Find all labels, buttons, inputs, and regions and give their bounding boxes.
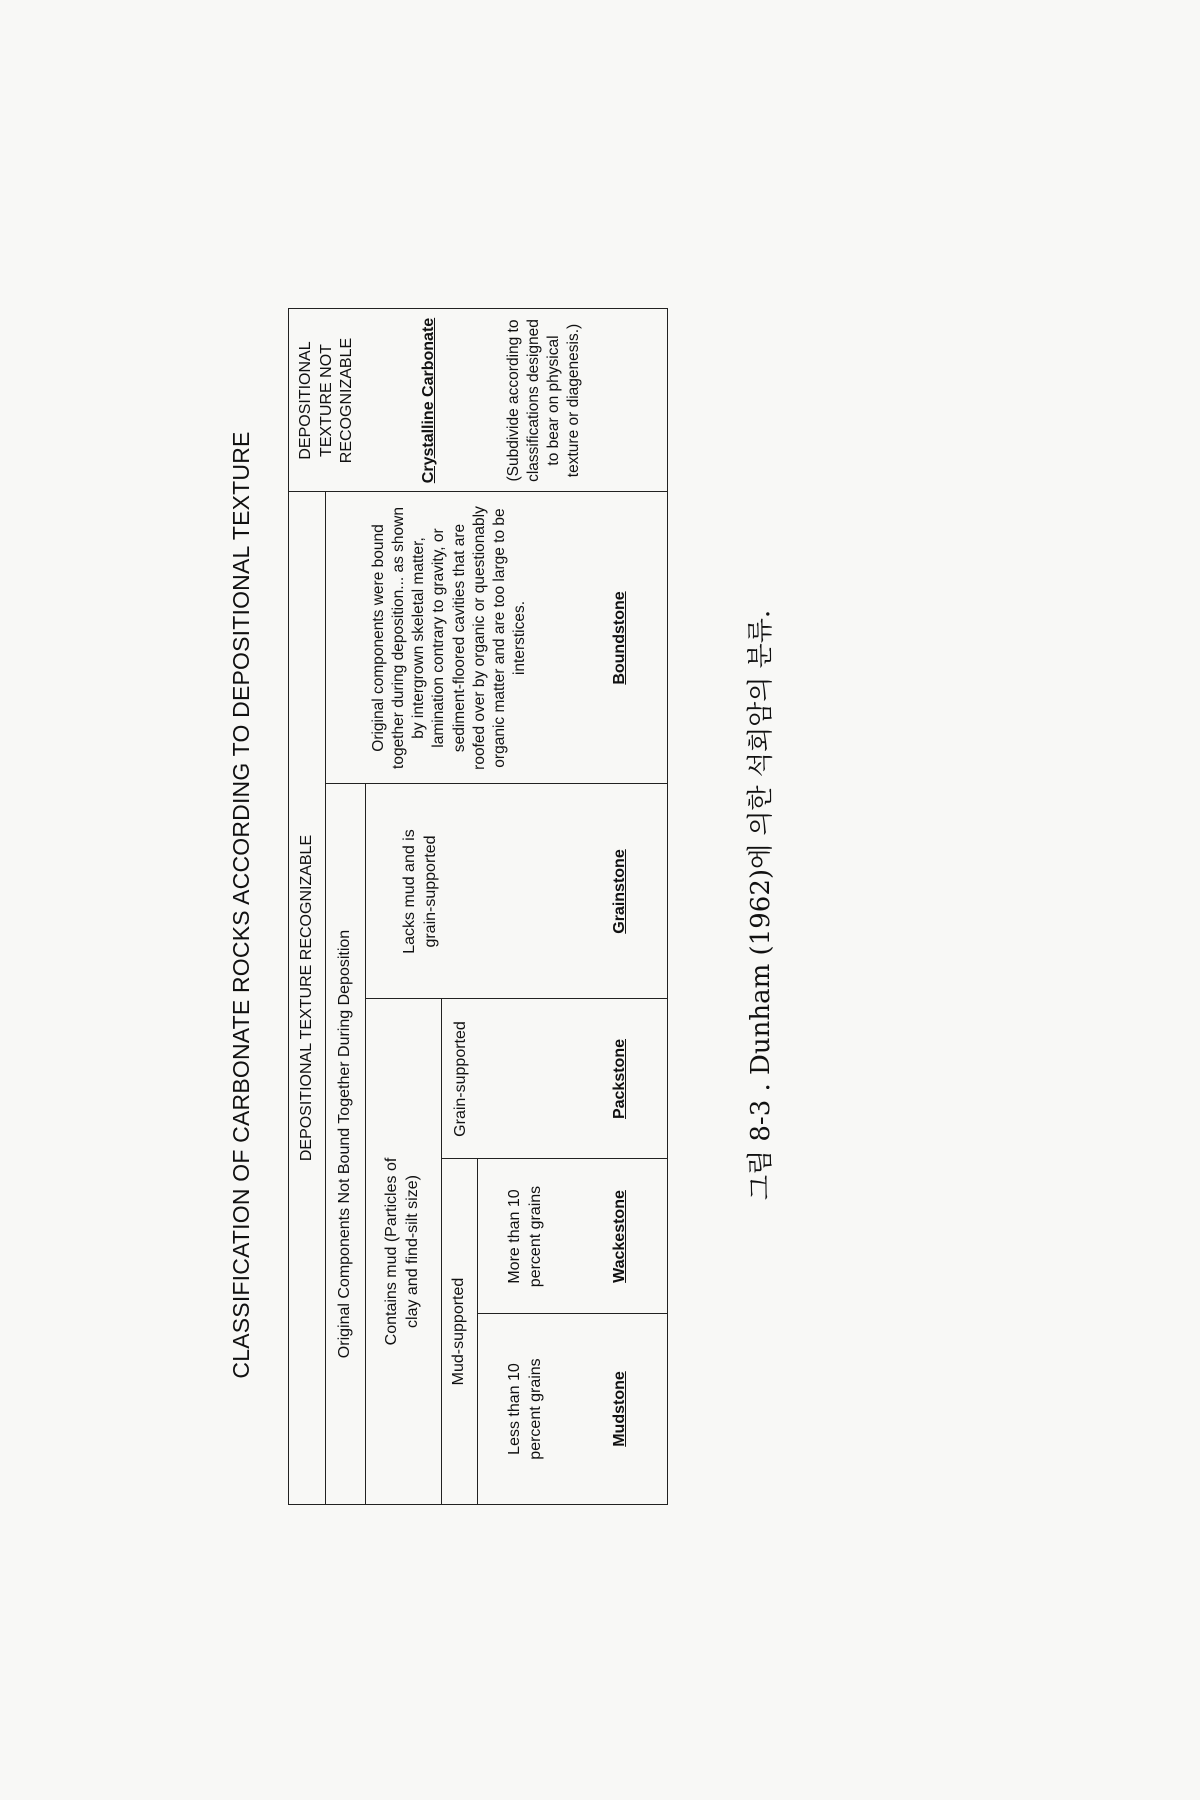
grainstone-label: Grainstone (611, 849, 629, 934)
less-than-10-percent: Less than 10 percent grains (505, 1358, 544, 1460)
divider (289, 491, 667, 492)
crystalline-note: (Subdivide according to classifications designed to bear on physical texture or diagenesis.) (504, 319, 583, 482)
rotated-figure (220, 265, 980, 1545)
contains-mud-header: Contains mud (Particles of clay and find-silt size) (383, 1157, 421, 1346)
divider (477, 1313, 667, 1314)
grain-supported-header: Grain-supported (452, 1021, 469, 1137)
lacks-mud-header: Lacks mud and is grain-supported (401, 829, 439, 954)
mudstone-label: Mudstone (611, 1371, 629, 1447)
divider (365, 784, 366, 1504)
mud-supported-header: Mud-supported (449, 1277, 467, 1386)
grainstone-cell (574, 784, 667, 999)
divider (441, 999, 442, 1504)
classification-table (288, 308, 668, 1505)
not-recognizable-header: DEPOSITIONAL TEXTURE NOT RECOGNIZABLE (296, 337, 356, 464)
divider (325, 492, 326, 1504)
figure-title: CLASSIFICATION OF CARBONATE ROCKS ACCORDING TO DEPOSITIONAL TEXTURE (228, 431, 254, 1379)
recognizable-header: DEPOSITIONAL TEXTURE RECOGNIZABLE (297, 834, 315, 1162)
not-bound-header: Original Components Not Bound Together During Deposition (335, 929, 353, 1359)
mudstone-cell (574, 1314, 667, 1504)
more-than-10-percent: More than 10 percent grains (505, 1185, 544, 1288)
divider (325, 783, 667, 784)
boundstone-cell (574, 492, 667, 784)
packstone-cell (574, 999, 667, 1159)
divider (477, 1159, 478, 1504)
packstone-label: Packstone (611, 1038, 629, 1120)
wackestone-cell (574, 1159, 667, 1314)
crystalline-carbonate-label: Crystalline Carbonate (419, 317, 437, 484)
divider (441, 1158, 667, 1159)
crystalline-carbonate-name (409, 309, 449, 492)
divider (365, 998, 667, 999)
boundstone-description: Original components were bound together during deposition... as shown by intergrown skeletal matter, lamination contrary to gravity, or sediment-floored cavities that are roofed over by organic or questionably organic matter and are too large to be interstices. (369, 506, 528, 770)
boundstone-label: Boundstone (611, 591, 629, 685)
figure-caption: 그림 8-3 . Dunham (1962)에 의한 석회암의 분류. (746, 609, 776, 1201)
wackestone-label: Wackestone (611, 1190, 629, 1283)
